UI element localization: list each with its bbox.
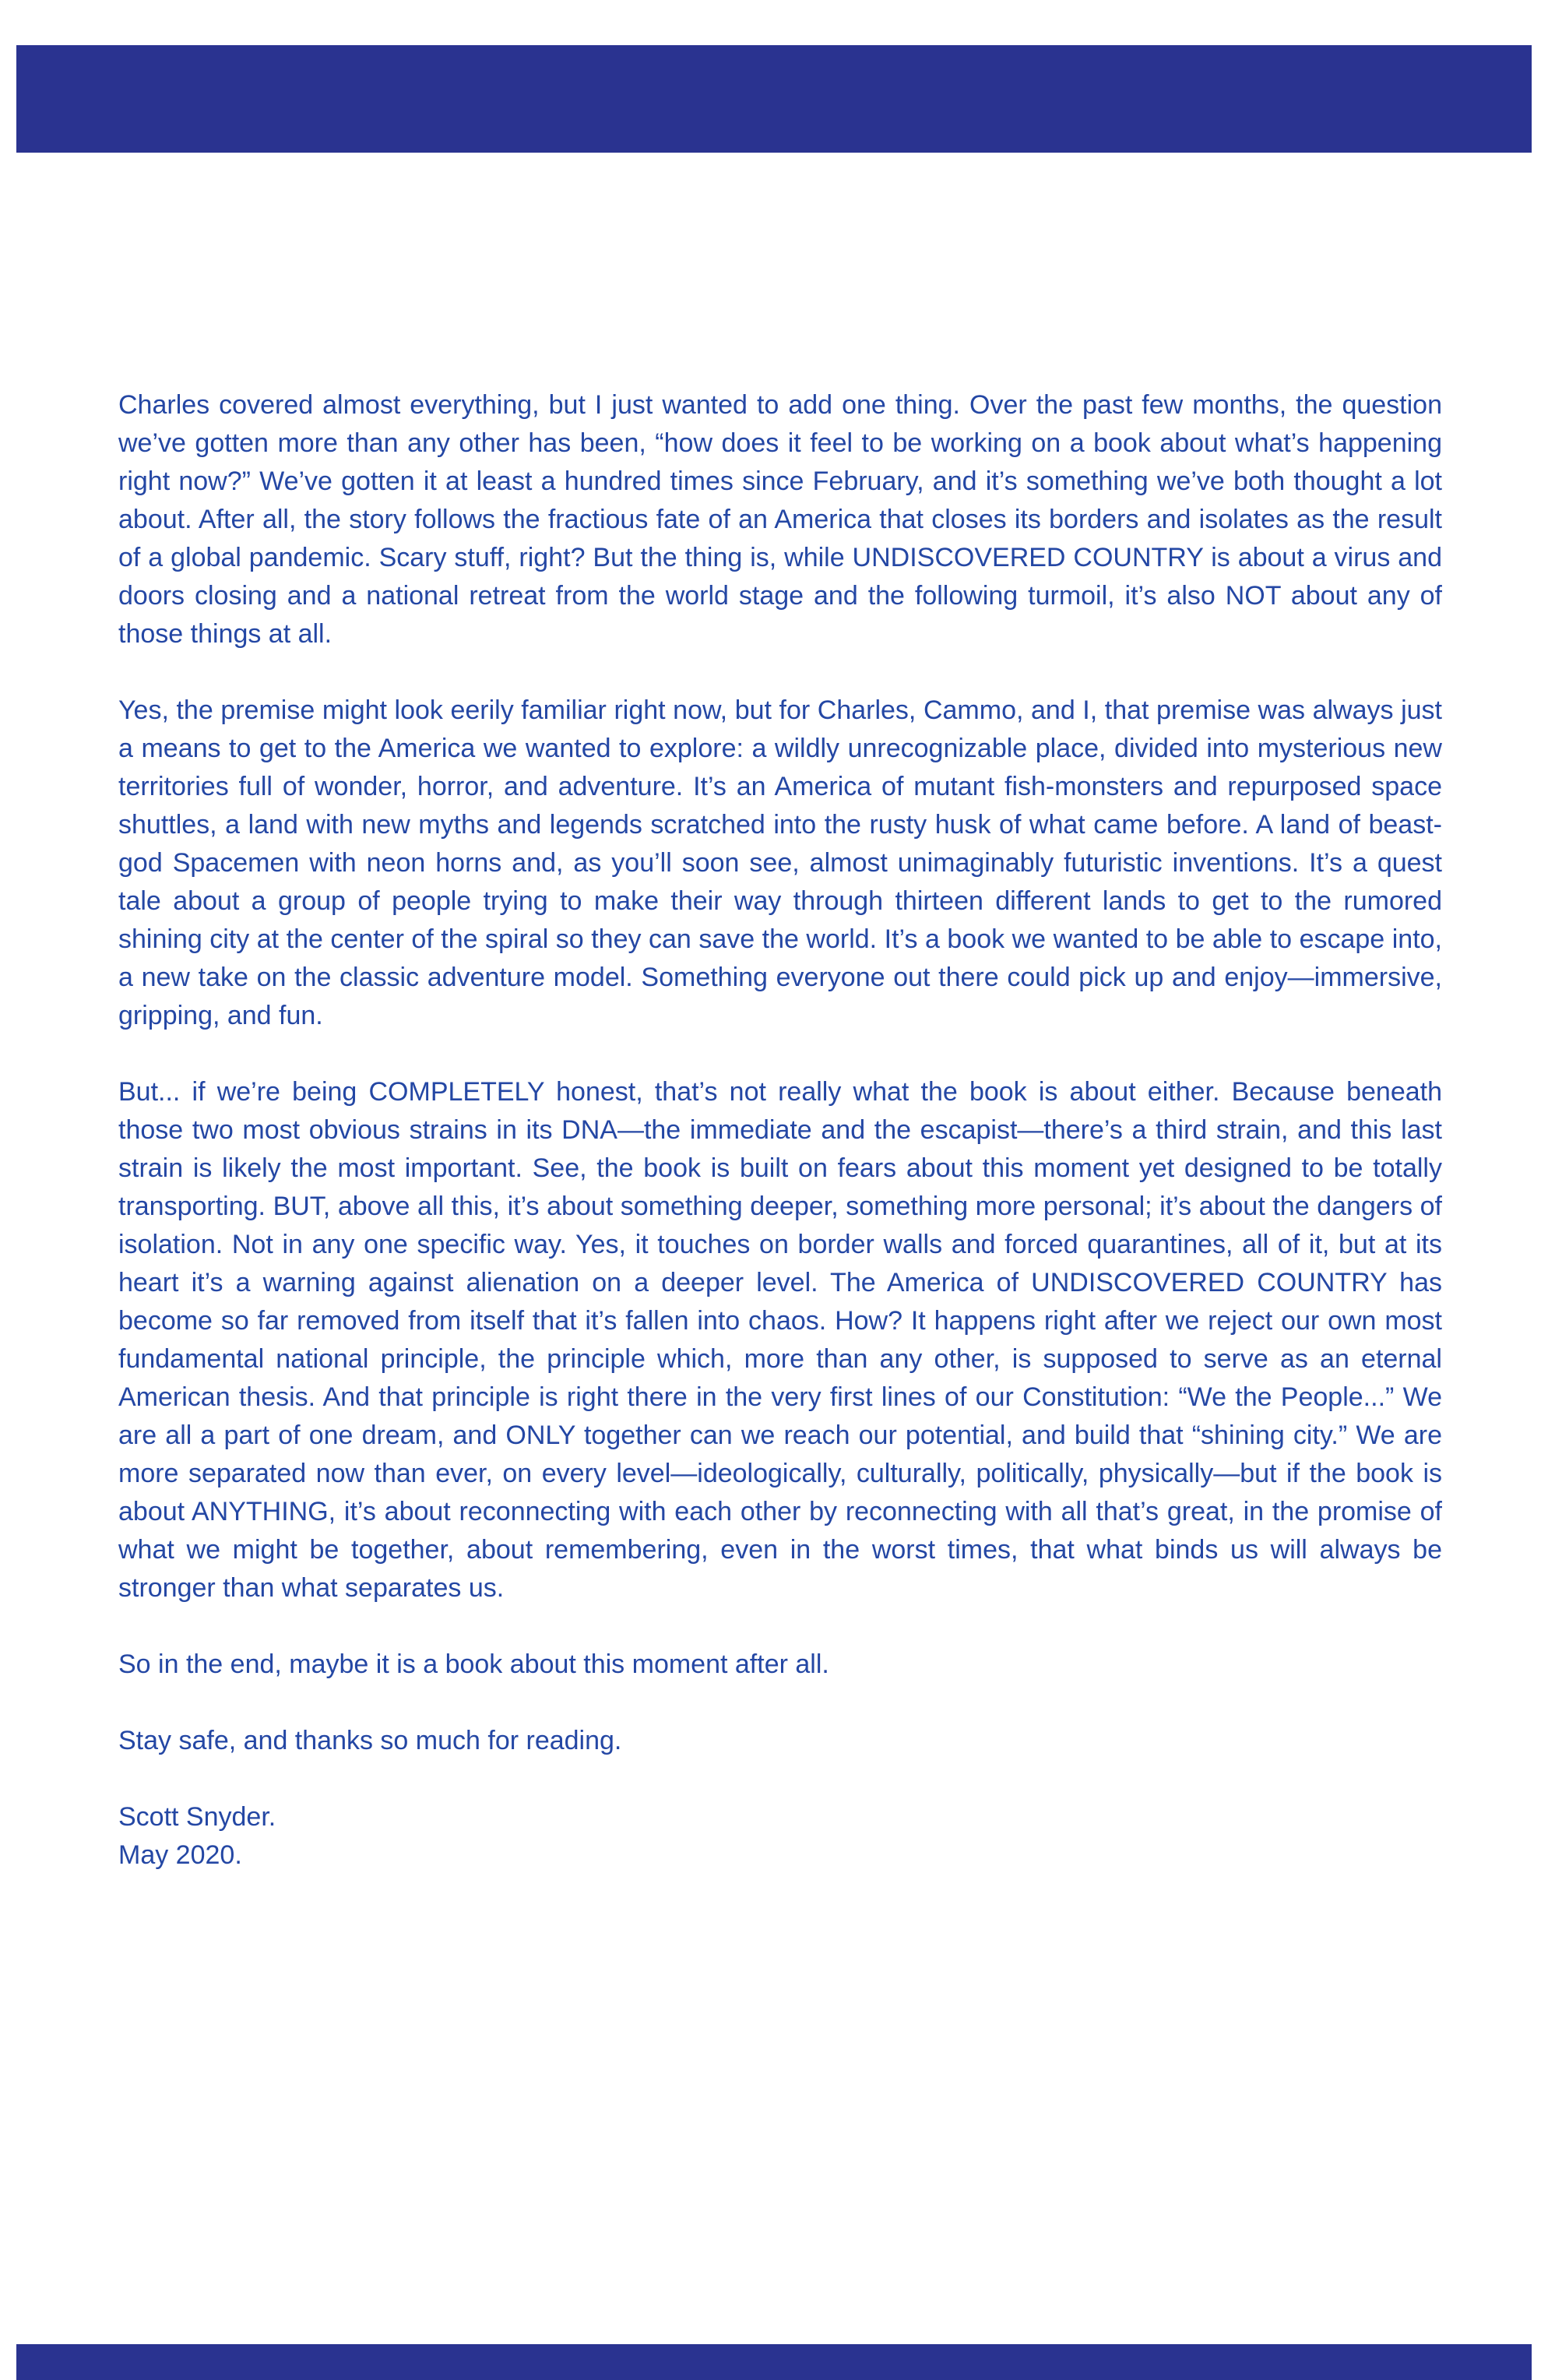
afterword-text [118, 386, 1442, 1875]
top-banner [16, 45, 1532, 153]
paragraph-2: Yes, the premise might look eerily familiar right now, but for Charles, Cammo, and I, that premise was always just a means to get to the America we wanted to explore: a wildly unrecognizable place, divided into mysterious new territories full of wonder, horror, and adventure. It’s an America of mutant fish-monsters and repurposed space shuttles, a land with new myths and legends scratched into the rusty husk of what came before. A land of beast-god Spacemen with neon horns and, as you’ll soon see, almost unimaginably futuristic inventions. It’s a quest tale about a group of people trying to make their way through thirteen different lands to get to the rumored shining city at the center of the spiral so they can save the world. It’s a book we wanted to be able to escape into, a new take on the classic adventure model. Something everyone out there could pick up and enjoy—immersive, gripping, and fun. [118, 695, 1442, 1030]
signature-name: Scott Snyder. [118, 1802, 276, 1832]
bottom-banner [16, 2344, 1532, 2380]
paragraph-3: But... if we’re being COMPLETELY honest, that’s not really what the book is about either. Because beneath those two most obvious strains in its DNA—the immediate and the escapist—there’s a third strain, and this last strain is likely the most important. See, the book is built on fears about this moment yet designed to be totally transporting. BUT, above all this, it’s about something deeper, something more personal; it’s about the dangers of isolation. Not in any one specific way. Yes, it touches on border walls and forced quarantines, all of it, but at its heart it’s a warning against alienation on a deeper level. The America of UNDISCOVERED COUNTRY has become so far removed from itself that it’s fallen into chaos. How? It happens right after we reject our own most fundamental national principle, the principle which, more than any other, is supposed to serve as an eternal American thesis. And that principle is right there in the very first lines of our Constitution: “We the People...” We are all a part of one dream, and ONLY together can we reach our potential, and build that “shining city.” We are more separated now than ever, on every level—ideologically, culturally, politically, physically—but if the book is about ANYTHING, it’s about reconnecting with each other by reconnecting with all that’s great, in the promise of what we might be together, about remembering, even in the worst times, that what binds us will always be stronger than what separates us. [118, 1077, 1442, 1603]
signature-date: May 2020. [118, 1840, 242, 1870]
paragraph-5: Stay safe, and thanks so much for reading. [118, 1726, 622, 1755]
paragraph-4: So in the end, maybe it is a book about this moment after all. [118, 1649, 829, 1679]
paragraph-1: Charles covered almost everything, but I just wanted to add one thing. Over the past few months, the question we’ve gotten more than any other has been, “how does it feel to be working on a book about what’s happening right now?” We’ve gotten it at least a hundred times since February, and it’s something we’ve both thought a lot about. After all, the story follows the fractious fate of an America that closes its borders and isolates as the result of a global pandemic. Scary stuff, right? But the thing is, while UNDISCOVERED COUNTRY is about a virus and doors closing and a national retreat from the world stage and the following turmoil, it’s also NOT about any of those things at all. [118, 390, 1442, 649]
